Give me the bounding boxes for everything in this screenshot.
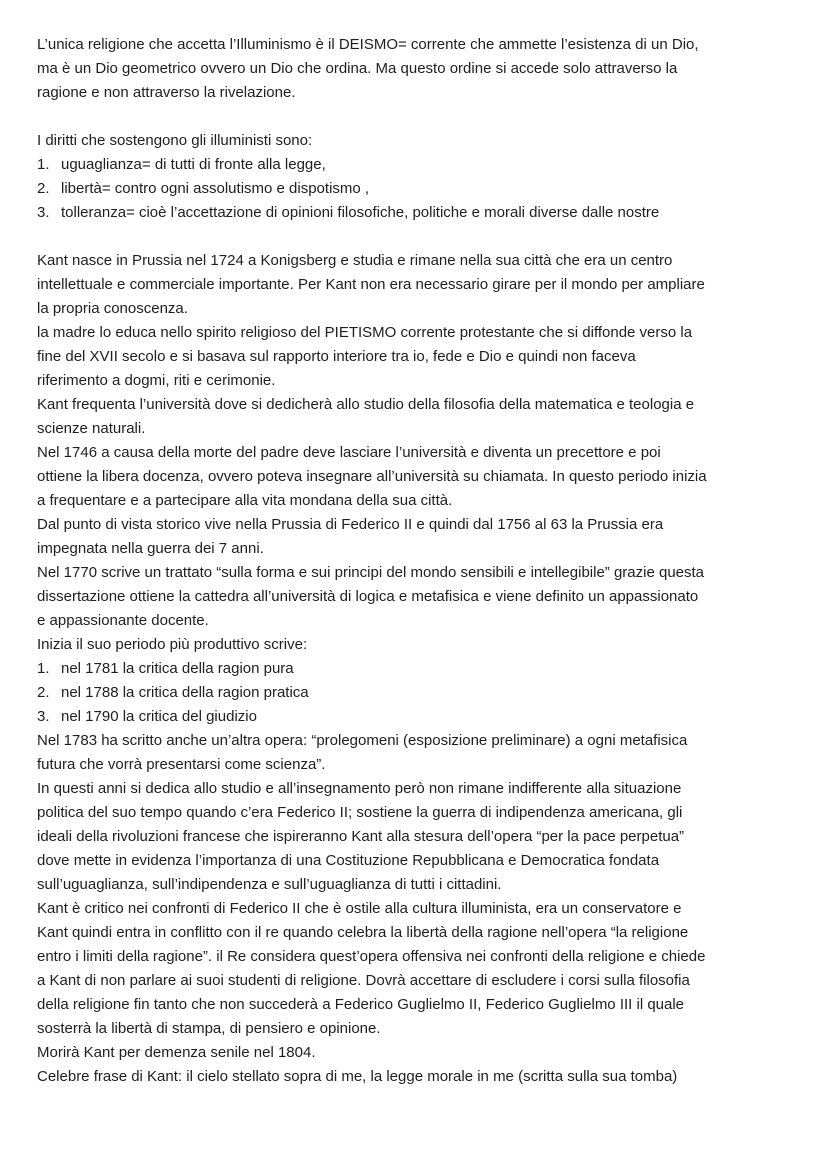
document-page xyxy=(37,33,817,1089)
kant-biography-paragraph xyxy=(37,249,817,657)
text-line: Dal punto di vista storico vive nella Prussia di Federico II e quindi dal 1756 al 63 la Prussia era xyxy=(37,516,664,533)
text-line: dove mette in evidenza l’importanza di una Costituzione Repubblicana e Democratica fondata xyxy=(37,852,660,869)
list-item xyxy=(37,153,817,177)
text-line: dissertazione ottiene la cattedra all’università di logica e metafisica e viene definito un appassionato xyxy=(37,588,699,605)
text-line: futura che vorrà presentarsi come scienza”. xyxy=(37,756,326,773)
text-line: la madre lo educa nello spirito religioso del PIETISMO corrente protestante che si diffonde verso la xyxy=(37,324,693,341)
text-line: della religione fin tanto che non succederà a Federico Guglielmo II, Federico Guglielmo III il quale xyxy=(37,996,685,1013)
text-line: la propria conoscenza. xyxy=(37,300,188,317)
text-line: a frequentare e a partecipare alla vita mondana della sua città. xyxy=(37,492,453,509)
list-number: 2. xyxy=(37,684,50,701)
list-number: 1. xyxy=(37,660,50,677)
list-item xyxy=(37,681,817,705)
list-number: 3. xyxy=(37,708,50,725)
text-line: a Kant di non parlare ai suoi studenti di religione. Dovrà accettare di escludere i corsi sulla filosofia xyxy=(37,972,690,989)
list-number: 1. xyxy=(37,156,50,173)
list-text: libertà= contro ogni assolutismo e dispotismo , xyxy=(61,180,370,197)
rights-list xyxy=(37,153,817,225)
text-line: Kant è critico nei confronti di Federico II che è ostile alla cultura illuminista, era un conservatore e xyxy=(37,900,682,917)
list-item xyxy=(37,201,817,225)
list-number: 3. xyxy=(37,204,50,221)
intro-paragraph xyxy=(37,33,817,105)
text-line: Kant frequenta l’università dove si dedicherà allo studio della filosofia della matematica e teologia e xyxy=(37,396,695,413)
text-line: ottiene la libera docenza, ovvero poteva insegnare all’università su chiamata. In questo periodo inizia xyxy=(37,468,707,485)
text-line: intellettuale e commerciale importante. Per Kant non era necessario girare per il mondo per ampliare xyxy=(37,276,705,293)
text-line: Morirà Kant per demenza senile nel 1804. xyxy=(37,1044,316,1061)
text-line: politica del suo tempo quando c’era Federico II; sostiene la guerra di indipendenza americana, gli xyxy=(37,804,683,821)
text-line: e appassionante docente. xyxy=(37,612,209,629)
list-item xyxy=(37,657,817,681)
text-line: scienze naturali. xyxy=(37,420,146,437)
text-line: Celebre frase di Kant: il cielo stellato sopra di me, la legge morale in me (scritta sulla sua tomba) xyxy=(37,1068,678,1085)
text-line: Nel 1783 ha scritto anche un’altra opera: “prolegomeni (esposizione preliminare) a ogni metafisica xyxy=(37,732,688,749)
text-line: ideali della rivoluzioni francese che ispireranno Kant alla stesura dell’opera “per la pace perpetua” xyxy=(37,828,685,845)
text-line: Nel 1770 scrive un trattato “sulla forma e sui principi del mondo sensibili e intellegibile” grazie questa xyxy=(37,564,705,581)
text-line: L’unica religione che accetta l’Illuminismo è il DEISMO= corrente che ammette l’esistenza di un Dio, xyxy=(37,36,699,53)
list-number: 2. xyxy=(37,180,50,197)
list-text: nel 1790 la critica del giudizio xyxy=(61,708,257,725)
text-line: Kant quindi entra in conflitto con il re quando celebra la libertà della ragione nell’opera “la religione xyxy=(37,924,689,941)
text-line: Nel 1746 a causa della morte del padre deve lasciare l’università e diventa un precettore e poi xyxy=(37,444,661,461)
list-item xyxy=(37,705,817,729)
text-line: impegnata nella guerra dei 7 anni. xyxy=(37,540,264,557)
text-line: ma è un Dio geometrico ovvero un Dio che ordina. Ma questo ordine si accede solo attraverso la xyxy=(37,60,678,77)
text-line: sosterrà la libertà di stampa, di pensiero e opinione. xyxy=(37,1020,381,1037)
text-line: Inizia il suo periodo più produttivo scrive: xyxy=(37,636,308,653)
list-text: uguaglianza= di tutti di fronte alla legge, xyxy=(61,156,326,173)
list-item xyxy=(37,177,817,201)
text-line: Kant nasce in Prussia nel 1724 a Konigsberg e studia e rimane nella sua città che era un centro xyxy=(37,252,673,269)
rights-heading: I diritti che sostengono gli illuministi sono: xyxy=(37,132,313,149)
works-list xyxy=(37,657,817,729)
kant-later-life-paragraph xyxy=(37,729,817,1089)
text-line: entro i limiti della ragione”. il Re considera quest’opera offensiva nei confronti della religione e chiede xyxy=(37,948,706,965)
text-line: In questi anni si dedica allo studio e all’insegnamento però non rimane indifferente alla situazione xyxy=(37,780,682,797)
list-text: nel 1788 la critica della ragion pratica xyxy=(61,684,309,701)
text-line: riferimento a dogmi, riti e cerimonie. xyxy=(37,372,276,389)
text-line: ragione e non attraverso la rivelazione. xyxy=(37,84,296,101)
list-text: tolleranza= cioè l’accettazione di opinioni filosofiche, politiche e morali diverse dalle nostre xyxy=(61,204,660,221)
list-text: nel 1781 la critica della ragion pura xyxy=(61,660,294,677)
text-line: fine del XVII secolo e si basava sul rapporto interiore tra io, fede e Dio e quindi non faceva xyxy=(37,348,636,365)
text-line: sull’uguaglianza, sull’indipendenza e sull’uguaglianza di tutti i cittadini. xyxy=(37,876,502,893)
